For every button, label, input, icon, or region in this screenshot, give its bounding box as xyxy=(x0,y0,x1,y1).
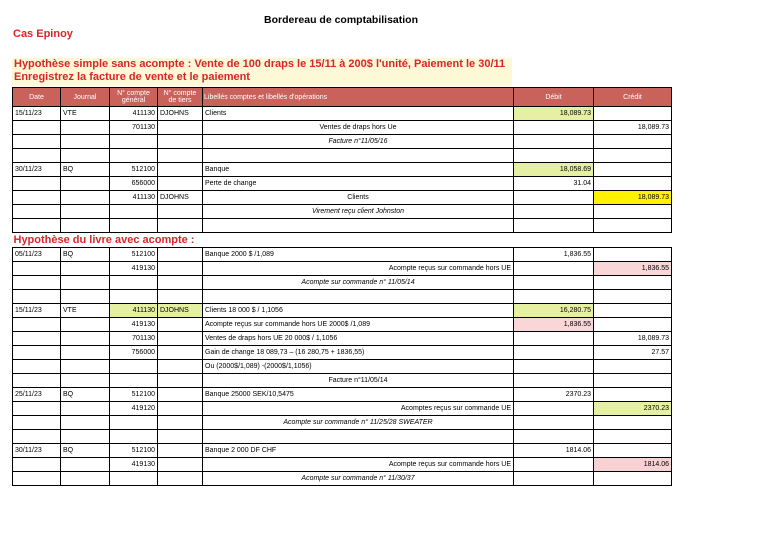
cell-credit xyxy=(594,388,672,402)
cell-label: Facture n°11/05/14 xyxy=(203,374,514,388)
cell-journal: BQ xyxy=(61,163,110,177)
cell-label xyxy=(203,430,514,444)
cell-journal xyxy=(61,458,110,472)
cell-credit xyxy=(594,318,672,332)
cell-third-party-account xyxy=(158,135,203,149)
cell-credit: 18,089.73 xyxy=(594,332,672,346)
cell-label: Gain de change 18 089,73 – (16 280,75 + 1836,55) xyxy=(203,346,514,360)
cell-journal: VTE xyxy=(61,304,110,318)
cell-general-account xyxy=(110,290,158,304)
cell-credit xyxy=(594,360,672,374)
table-row xyxy=(13,318,672,332)
cell-third-party-account xyxy=(158,444,203,458)
table-row xyxy=(13,332,672,346)
cell-third-party-account xyxy=(158,388,203,402)
cell-journal xyxy=(61,332,110,346)
table-row xyxy=(13,262,672,276)
cell-label: Ou (2000$/1,089) -(2000$/1,1056) xyxy=(203,360,514,374)
cell-third-party-account xyxy=(158,430,203,444)
cell-general-account: 701130 xyxy=(110,121,158,135)
cell-third-party-account xyxy=(158,149,203,163)
cell-journal xyxy=(61,318,110,332)
cell-date xyxy=(13,276,61,290)
cell-third-party-account xyxy=(158,290,203,304)
cell-third-party-account: DJOHNS xyxy=(158,304,203,318)
cell-label: Ventes de draps hors UE 20 000$ / 1,1056 xyxy=(203,332,514,346)
cell-journal xyxy=(61,135,110,149)
table-row xyxy=(13,416,672,430)
cell-label xyxy=(203,219,514,233)
cell-credit xyxy=(594,444,672,458)
cell-credit xyxy=(594,374,672,388)
cell-general-account: 419130 xyxy=(110,318,158,332)
cell-credit: 1,836.55 xyxy=(594,262,672,276)
cell-date xyxy=(13,290,61,304)
table-row xyxy=(13,276,672,290)
cell-general-account: 411130 xyxy=(110,107,158,121)
cell-third-party-account xyxy=(158,276,203,290)
cell-date xyxy=(13,472,61,486)
cell-debit xyxy=(514,191,594,205)
cell-label: Facture n°11/05/16 xyxy=(203,135,514,149)
cell-label: Banque xyxy=(203,163,514,177)
cell-general-account: 701130 xyxy=(110,332,158,346)
cell-general-account xyxy=(110,472,158,486)
cell-journal: BQ xyxy=(61,248,110,262)
cell-debit xyxy=(514,360,594,374)
cell-date xyxy=(13,416,61,430)
cell-debit xyxy=(514,219,594,233)
cell-debit xyxy=(514,205,594,219)
cell-label: Acompte reçus sur commande hors UE xyxy=(203,262,514,276)
table-row xyxy=(13,304,672,318)
cell-journal xyxy=(61,177,110,191)
cell-general-account xyxy=(110,374,158,388)
cell-date: 30/11/23 xyxy=(13,163,61,177)
cell-general-account xyxy=(110,430,158,444)
table-row xyxy=(13,402,672,416)
cell-debit xyxy=(514,416,594,430)
cell-debit xyxy=(514,458,594,472)
cell-date xyxy=(13,191,61,205)
table-row xyxy=(13,191,672,205)
cell-general-account: 656000 xyxy=(110,177,158,191)
cell-third-party-account xyxy=(158,346,203,360)
cell-label xyxy=(203,149,514,163)
cell-journal: VTE xyxy=(61,107,110,121)
cell-label: Clients xyxy=(203,191,514,205)
cell-third-party-account: DJOHNS xyxy=(158,107,203,121)
cell-general-account: 512100 xyxy=(110,444,158,458)
cell-general-account: 512100 xyxy=(110,248,158,262)
cell-general-account xyxy=(110,149,158,163)
cell-credit: 1814.06 xyxy=(594,458,672,472)
cell-journal xyxy=(61,346,110,360)
cell-journal xyxy=(61,219,110,233)
cell-date xyxy=(13,177,61,191)
table-row xyxy=(13,458,672,472)
cell-general-account: 419130 xyxy=(110,262,158,276)
cell-third-party-account xyxy=(158,360,203,374)
cell-date: 15/11/23 xyxy=(13,304,61,318)
cell-journal xyxy=(61,205,110,219)
table-row xyxy=(13,248,672,262)
cell-credit xyxy=(594,304,672,318)
table-row xyxy=(13,121,672,135)
cell-label: Acompte sur commande n° 11/05/14 xyxy=(203,276,514,290)
table-row xyxy=(13,163,672,177)
cell-credit xyxy=(594,416,672,430)
cell-credit xyxy=(594,248,672,262)
hypothesis-book-heading: Hypothèse du livre avec acompte : xyxy=(13,234,195,246)
table-row xyxy=(13,135,672,149)
cell-third-party-account xyxy=(158,458,203,472)
cell-date xyxy=(13,318,61,332)
table-row xyxy=(13,472,672,486)
cell-debit xyxy=(514,346,594,360)
table-row xyxy=(13,360,672,374)
header-journal: Journal xyxy=(61,88,110,107)
header-credit: Crédit xyxy=(594,88,672,107)
company-name: Cas Epinoy xyxy=(13,28,73,40)
cell-third-party-account xyxy=(158,374,203,388)
cell-credit xyxy=(594,177,672,191)
cell-debit: 18,089.73 xyxy=(514,107,594,121)
cell-label: Acompte sur commande n° 11/25/28 SWEATER xyxy=(203,416,514,430)
header-labels: Libellés comptes et libellés d'opérations xyxy=(203,88,514,107)
cell-label: Clients 18 000 $ / 1,1056 xyxy=(203,304,514,318)
header-date: Date xyxy=(13,88,61,107)
cell-date xyxy=(13,374,61,388)
cell-debit xyxy=(514,430,594,444)
cell-date xyxy=(13,262,61,276)
cell-debit: 31.04 xyxy=(514,177,594,191)
table-row xyxy=(13,177,672,191)
cell-general-account xyxy=(110,135,158,149)
cell-credit: 2370.23 xyxy=(594,402,672,416)
cell-date xyxy=(13,430,61,444)
cell-general-account: 512100 xyxy=(110,163,158,177)
cell-credit: 27.57 xyxy=(594,346,672,360)
hypothesis-simple-line-1: Hypothèse simple sans acompte : Vente de 100 draps le 15/11 à 200$ l'unité, Paiement le 30/11 xyxy=(14,58,506,70)
cell-general-account: 512100 xyxy=(110,388,158,402)
cell-general-account xyxy=(110,276,158,290)
cell-date xyxy=(13,219,61,233)
cell-credit: 18,089.73 xyxy=(594,121,672,135)
cell-general-account: 411130 xyxy=(110,191,158,205)
cell-journal: BQ xyxy=(61,388,110,402)
cell-label: Acompte sur commande n° 11/30/37 xyxy=(203,472,514,486)
cell-label: Acomptes reçus sur commande UE xyxy=(203,402,514,416)
cell-credit xyxy=(594,163,672,177)
cell-third-party-account xyxy=(158,219,203,233)
cell-debit xyxy=(514,290,594,304)
header-third-party-account: N° compte de tiers xyxy=(158,88,203,107)
cell-third-party-account xyxy=(158,248,203,262)
cell-date: 25/11/23 xyxy=(13,388,61,402)
hypothesis-simple-line-2: Enregistrez la facture de vente et le paiement xyxy=(14,71,250,83)
cell-label: Perte de change xyxy=(203,177,514,191)
cell-general-account xyxy=(110,360,158,374)
cell-debit xyxy=(514,332,594,346)
table-row xyxy=(13,205,672,219)
cell-third-party-account xyxy=(158,416,203,430)
table-row xyxy=(13,149,672,163)
table-row xyxy=(13,107,672,121)
cell-journal xyxy=(61,430,110,444)
cell-general-account xyxy=(110,416,158,430)
cell-debit: 1,836.55 xyxy=(514,248,594,262)
cell-label: Virement reçu client Johnston xyxy=(203,205,514,219)
cell-general-account xyxy=(110,219,158,233)
cell-debit: 18,058.69 xyxy=(514,163,594,177)
cell-third-party-account xyxy=(158,402,203,416)
table-row xyxy=(13,430,672,444)
cell-label: Banque 25000 SEK/10,5475 xyxy=(203,388,514,402)
table-row xyxy=(13,219,672,233)
section-heading-row xyxy=(13,233,672,248)
cell-label xyxy=(203,290,514,304)
cell-journal xyxy=(61,360,110,374)
cell-credit xyxy=(594,219,672,233)
cell-journal xyxy=(61,121,110,135)
cell-journal xyxy=(61,276,110,290)
cell-label: Ventes de draps hors Ue xyxy=(203,121,514,135)
header-debit: Débit xyxy=(514,88,594,107)
document-title: Bordereau de comptabilisation xyxy=(263,14,419,26)
cell-credit xyxy=(594,290,672,304)
cell-third-party-account xyxy=(158,163,203,177)
cell-date xyxy=(13,360,61,374)
table-header-row xyxy=(13,88,672,107)
cell-label: Acompte reçus sur commande hors UE 2000$ /1,089 xyxy=(203,318,514,332)
table-row xyxy=(13,346,672,360)
cell-credit xyxy=(594,135,672,149)
cell-third-party-account xyxy=(158,262,203,276)
cell-debit xyxy=(514,402,594,416)
cell-date xyxy=(13,135,61,149)
cell-credit xyxy=(594,430,672,444)
cell-label: Banque 2000 $ /1,089 xyxy=(203,248,514,262)
cell-debit xyxy=(514,276,594,290)
cell-journal xyxy=(61,191,110,205)
header-general-account: N° compte général xyxy=(110,88,158,107)
hypothesis-simple-box xyxy=(12,58,512,86)
cell-date: 05/11/23 xyxy=(13,248,61,262)
cell-label: Clients xyxy=(203,107,514,121)
cell-journal xyxy=(61,472,110,486)
cell-general-account: 419120 xyxy=(110,402,158,416)
cell-general-account: 411130 xyxy=(110,304,158,318)
cell-third-party-account xyxy=(158,177,203,191)
cell-debit xyxy=(514,149,594,163)
cell-date xyxy=(13,402,61,416)
table-row xyxy=(13,444,672,458)
cell-credit xyxy=(594,276,672,290)
cell-debit xyxy=(514,135,594,149)
cell-debit xyxy=(514,472,594,486)
cell-debit xyxy=(514,262,594,276)
cell-general-account: 756000 xyxy=(110,346,158,360)
cell-third-party-account xyxy=(158,205,203,219)
cell-third-party-account xyxy=(158,121,203,135)
cell-credit xyxy=(594,472,672,486)
cell-journal xyxy=(61,149,110,163)
cell-credit xyxy=(594,205,672,219)
cell-date xyxy=(13,346,61,360)
cell-credit xyxy=(594,149,672,163)
cell-journal xyxy=(61,262,110,276)
cell-journal: BQ xyxy=(61,444,110,458)
cell-general-account xyxy=(110,205,158,219)
cell-general-account: 419130 xyxy=(110,458,158,472)
cell-date xyxy=(13,121,61,135)
cell-date: 15/11/23 xyxy=(13,107,61,121)
cell-date xyxy=(13,149,61,163)
cell-date: 30/11/23 xyxy=(13,444,61,458)
cell-journal xyxy=(61,416,110,430)
cell-debit xyxy=(514,374,594,388)
cell-third-party-account xyxy=(158,472,203,486)
cell-date xyxy=(13,332,61,346)
cell-debit: 1,836.55 xyxy=(514,318,594,332)
cell-date xyxy=(13,205,61,219)
cell-third-party-account xyxy=(158,332,203,346)
cell-third-party-account xyxy=(158,318,203,332)
cell-debit: 2370.23 xyxy=(514,388,594,402)
cell-credit: 18,089.73 xyxy=(594,191,672,205)
journal-table xyxy=(12,87,672,486)
cell-debit: 16,280.75 xyxy=(514,304,594,318)
cell-journal xyxy=(61,290,110,304)
cell-debit: 1814.06 xyxy=(514,444,594,458)
cell-journal xyxy=(61,374,110,388)
cell-label: Acompte reçus sur commande hors UE xyxy=(203,458,514,472)
cell-debit xyxy=(514,121,594,135)
cell-label: Banque 2 000 DF CHF xyxy=(203,444,514,458)
table-row xyxy=(13,374,672,388)
cell-third-party-account: DJOHNS xyxy=(158,191,203,205)
cell-journal xyxy=(61,402,110,416)
table-row xyxy=(13,388,672,402)
cell-date xyxy=(13,458,61,472)
cell-credit xyxy=(594,107,672,121)
table-row xyxy=(13,290,672,304)
